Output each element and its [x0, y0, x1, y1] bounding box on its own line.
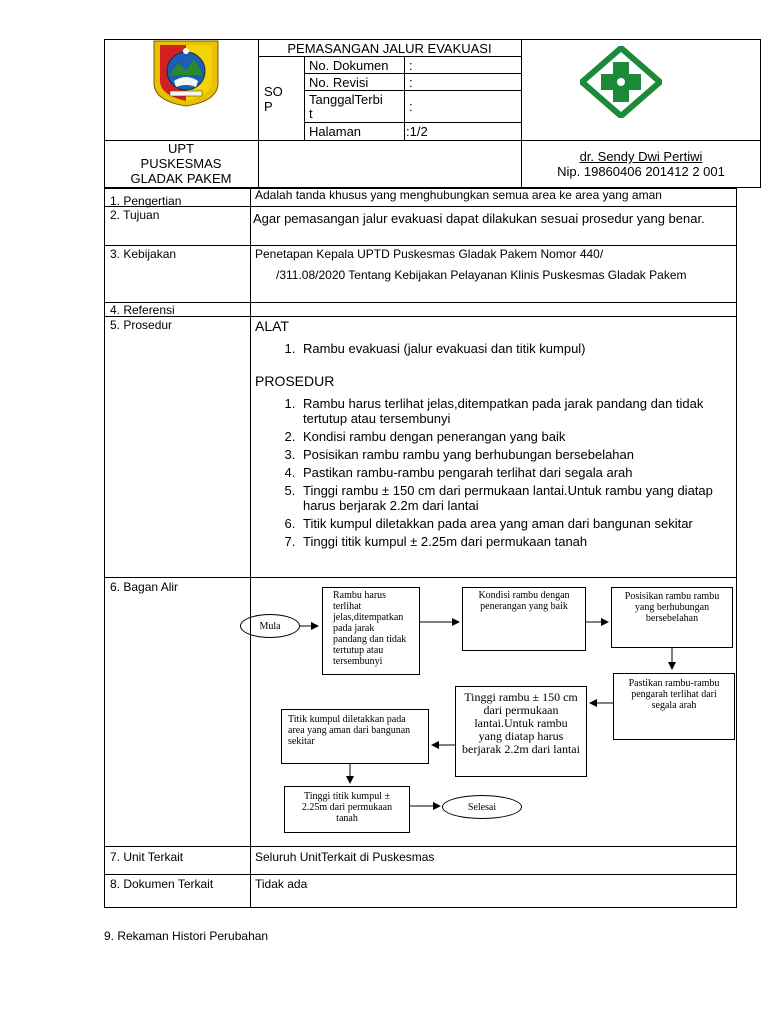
- field-value-halaman: :1/2: [406, 124, 428, 139]
- pengertian-text: Adalah tanda khusus yang menghubungkan semua area ke area yang aman: [255, 188, 662, 202]
- flow-step-7: Tinggi titik kumpul ± 2.25m dari permukaan tanah: [284, 786, 410, 833]
- flow-step-1: Rambu harus terlihat jelas,ditempatkan pada jarak pandang dan tidak tertutup atau tersembunyi: [322, 587, 420, 675]
- prosedur-heading: PROSEDUR: [255, 373, 335, 389]
- org-name-line1: UPT: [168, 141, 194, 156]
- flow-step-4: Pastikan rambu-rambu pengarah terlihat dari segala arah: [613, 673, 735, 740]
- field-value-no-dokumen: :: [409, 58, 413, 73]
- document-title: PEMASANGAN JALUR EVAKUASI: [287, 41, 492, 56]
- kebijakan-line2: /311.08/2020 Tentang Kebijakan Pelayanan Klinis Puskesmas Gladak Pakem: [276, 268, 687, 282]
- unit-terkait-text: Seluruh UnitTerkait di Puskesmas: [255, 850, 435, 864]
- label-dokumen-terkait: 8. Dokumen Terkait: [110, 877, 214, 891]
- field-label-halaman: Halaman: [309, 124, 362, 139]
- label-kebijakan: 3. Kebijakan: [110, 247, 177, 261]
- flow-step-5: Tinggi rambu ± 150 cm dari permukaan lantai.Untuk rambu yang diatap harus berjarak 2.2m dari lantai: [455, 686, 587, 777]
- field-value-no-revisi: :: [409, 75, 413, 90]
- prosedur-item-1: 1. Rambu harus terlihat jelas,ditempatkan pada jarak pandang dan tidak tertutup atau tersembunyi: [299, 396, 725, 426]
- prosedur-item-5: 5. Tinggi rambu ± 150 cm dari permukaan lantai.Untuk rambu yang diatap harus berjarak 2.2m dari lantai: [299, 483, 725, 513]
- prosedur-item-6: 6. Titik kumpul diletakkan pada area yang aman dari bangunan sekitar: [299, 516, 725, 531]
- prosedur-item-3: 3. Posisikan rambu rambu yang berhubungan bersebelahan: [299, 447, 725, 462]
- field-value-tanggal: :: [409, 99, 413, 114]
- label-unit-terkait: 7. Unit Terkait: [110, 850, 184, 864]
- field-label-no-dokumen: No. Dokumen: [309, 58, 389, 73]
- flow-start: Mula: [240, 614, 300, 638]
- flow-step-3: Posisikan rambu rambu yang berhubungan bersebelahan: [611, 587, 733, 648]
- signer-nip: Nip. 19860406 201412 2 001: [557, 164, 725, 179]
- field-label-tanggal-1: TanggalTerbi: [309, 92, 383, 107]
- label-pengertian: 1. Pengertian: [110, 194, 182, 208]
- sop-label-2: P: [264, 99, 273, 114]
- label-prosedur: 5. Prosedur: [110, 318, 173, 332]
- flow-step-6: Titik kumpul diletakkan pada area yang aman dari bangunan sekitar: [281, 709, 429, 764]
- prosedur-item-4: 4. Pastikan rambu-rambu pengarah terlihat dari segala arah: [299, 465, 725, 480]
- label-bagan-alir: 6. Bagan Alir: [110, 580, 179, 594]
- prosedur-item-2: 2. Kondisi rambu dengan penerangan yang baik: [299, 429, 725, 444]
- field-label-tanggal-2: t: [309, 106, 313, 121]
- alat-item: 1. Rambu evakuasi (jalur evakuasi dan titik kumpul): [299, 341, 733, 356]
- flow-step-2: Kondisi rambu dengan penerangan yang baik: [462, 587, 586, 651]
- dokumen-terkait-text: Tidak ada: [255, 877, 308, 891]
- rekaman-histori-heading: 9. Rekaman Histori Perubahan: [104, 929, 269, 943]
- org-name-line3: GLADAK PAKEM: [130, 171, 232, 186]
- kebijakan-line1: Penetapan Kepala UPTD Puskesmas Gladak Pakem Nomor 440/: [255, 247, 604, 261]
- field-label-no-revisi: No. Revisi: [309, 75, 369, 90]
- signer-name: dr. Sendy Dwi Pertiwi: [579, 149, 703, 164]
- flow-end: Selesai: [442, 795, 522, 819]
- label-referensi: 4. Referensi: [110, 303, 175, 317]
- alat-heading: ALAT: [255, 318, 289, 334]
- sop-label-1: SO: [264, 84, 283, 99]
- org-name-line2: PUSKESMAS: [140, 156, 222, 171]
- label-tujuan: 2. Tujuan: [110, 208, 160, 222]
- prosedur-item-7: 7. Tinggi titik kumpul ± 2.25m dari permukaan tanah: [299, 534, 725, 549]
- tujuan-text: Agar pemasangan jalur evakuasi dapat dilakukan sesuai prosedur yang benar.: [253, 211, 705, 226]
